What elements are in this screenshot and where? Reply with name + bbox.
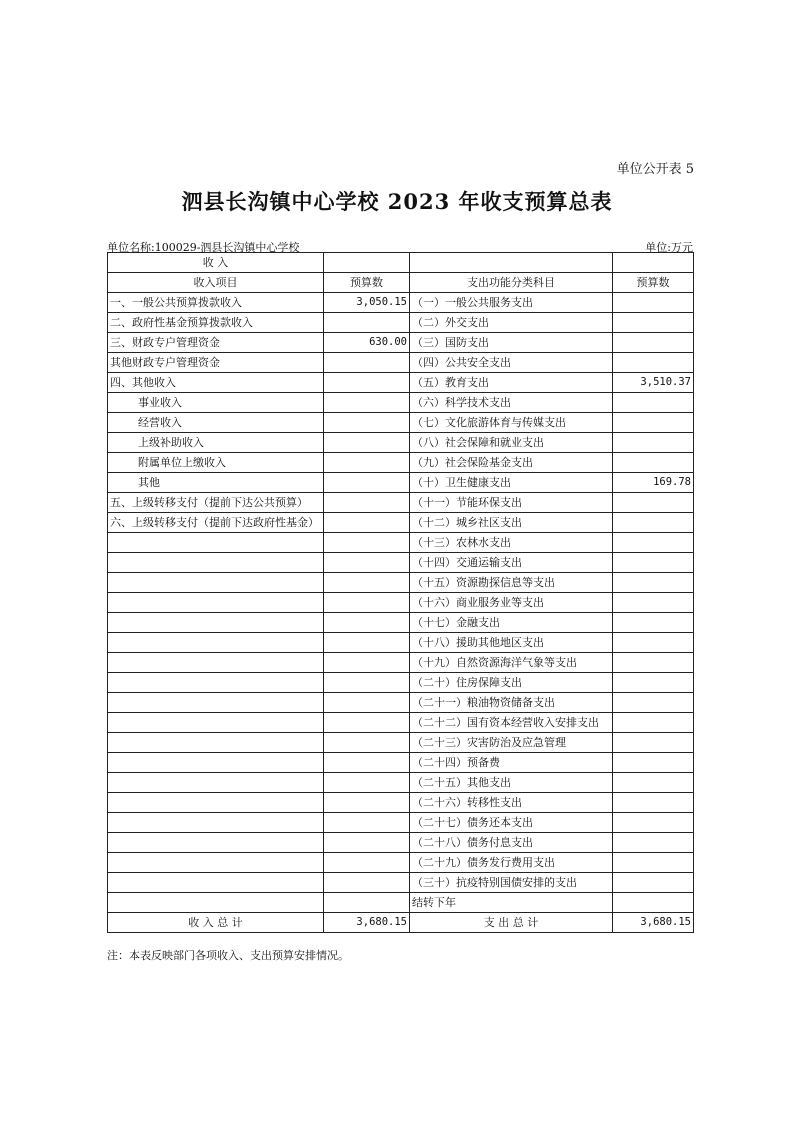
income-item-cell: 附属单位上缴收入 (108, 453, 324, 473)
table-row (108, 733, 694, 753)
income-amount-cell (324, 353, 410, 373)
income-amount-cell (324, 633, 410, 653)
expense-amount-cell (613, 813, 694, 833)
income-item-cell: 五、上级转移支付（提前下达公共预算） (108, 493, 324, 513)
unit-measure: 单位:万元 (645, 241, 693, 254)
header-row (108, 273, 694, 293)
table-row (108, 373, 694, 393)
expense-item-cell: （二十五）其他支出 (410, 773, 613, 793)
table-row (108, 633, 694, 653)
income-amount-cell: 3,050.15 (324, 293, 410, 313)
income-amount-cell (324, 733, 410, 753)
income-amount-cell (324, 813, 410, 833)
income-item-cell (108, 833, 324, 853)
expense-amount-cell (613, 613, 694, 633)
income-amount-cell (324, 553, 410, 573)
expense-amount-cell (613, 713, 694, 733)
document-tag: 单位公开表 5 (616, 162, 694, 177)
expense-item-cell: （六）科学技术支出 (410, 393, 613, 413)
table-row (108, 473, 694, 493)
table-row (108, 793, 694, 813)
income-item-cell (108, 893, 324, 913)
income-total-label: 收 入 总 计 (108, 913, 324, 933)
expense-amount-cell (613, 653, 694, 673)
table-row (108, 613, 694, 633)
income-amount-cell (324, 713, 410, 733)
expense-item-cell: （十五）资源勘探信息等支出 (410, 573, 613, 593)
expense-amount-cell (613, 533, 694, 553)
table-row (108, 333, 694, 353)
table-row (108, 553, 694, 573)
income-item-cell: 二、政府性基金预算拨款收入 (108, 313, 324, 333)
expense-amount-cell (613, 753, 694, 773)
income-amount-cell (324, 513, 410, 533)
table-row (108, 393, 694, 413)
income-item-cell (108, 813, 324, 833)
income-amount-cell (324, 393, 410, 413)
expense-item-cell: （二十二）国有资本经营收入安排支出 (410, 713, 613, 733)
table-row (108, 773, 694, 793)
expense-amount-cell (613, 833, 694, 853)
income-item-cell (108, 713, 324, 733)
income-item-cell (108, 613, 324, 633)
expense-amount-cell: 3,510.37 (613, 373, 694, 393)
income-item-cell (108, 753, 324, 773)
expense-amount-cell (613, 633, 694, 653)
unit-name: 单位名称:100029-泗县长沟镇中心学校 (107, 241, 300, 254)
expense-item-cell: （十八）援助其他地区支出 (410, 633, 613, 653)
expense-item-cell: （十六）商业服务业等支出 (410, 593, 613, 613)
expense-item-cell: （八）社会保障和就业支出 (410, 433, 613, 453)
table-row (108, 813, 694, 833)
income-item-cell: 上级补助收入 (108, 433, 324, 453)
expense-item-cell: （二十七）债务还本支出 (410, 813, 613, 833)
income-total-amount: 3,680.15 (324, 913, 410, 933)
income-item-cell (108, 733, 324, 753)
table-row (108, 293, 694, 313)
expense-amount-cell (613, 873, 694, 893)
income-amount-cell (324, 493, 410, 513)
expense-amount-cell (613, 433, 694, 453)
income-amount-header: 预算数 (324, 273, 410, 293)
income-amount-cell (324, 473, 410, 493)
expense-amount-cell (613, 693, 694, 713)
income-amount-cell (324, 613, 410, 633)
table-row (108, 893, 694, 913)
expense-amount-cell (613, 573, 694, 593)
income-amount-cell (324, 533, 410, 553)
expense-amount-cell (613, 353, 694, 373)
page-title: 泗县长沟镇中心学校 2023 年收支预算总表 (181, 189, 613, 214)
expense-item-cell: （五）教育支出 (410, 373, 613, 393)
income-item-cell (108, 653, 324, 673)
expense-item-cell: （二）外交支出 (410, 313, 613, 333)
expense-amount-cell (613, 793, 694, 813)
expense-item-cell: （十三）农林水支出 (410, 533, 613, 553)
expense-item-cell: （十一）节能环保支出 (410, 493, 613, 513)
table-row (108, 353, 694, 373)
income-item-cell (108, 593, 324, 613)
table-row (108, 693, 694, 713)
income-item-cell: 六、上级转移支付（提前下达政府性基金） (108, 513, 324, 533)
income-amount-cell (324, 653, 410, 673)
expense-amount-cell (613, 593, 694, 613)
expense-item-header: 支出功能分类科目 (410, 273, 613, 293)
expense-item-cell: （二十六）转移性支出 (410, 793, 613, 813)
expense-item-cell: （十九）自然资源海洋气象等支出 (410, 653, 613, 673)
income-item-cell: 三、财政专户管理资金 (108, 333, 324, 353)
table-row (108, 313, 694, 333)
expense-amount-header: 预算数 (613, 273, 694, 293)
income-amount-cell (324, 373, 410, 393)
expense-item-cell: （三）国防支出 (410, 333, 613, 353)
expense-item-cell: （二十八）债务付息支出 (410, 833, 613, 853)
income-amount-cell (324, 833, 410, 853)
income-amount-cell (324, 693, 410, 713)
expense-amount-cell (613, 773, 694, 793)
expense-item-cell: （七）文化旅游体育与传媒支出 (410, 413, 613, 433)
table-row (108, 513, 694, 533)
table-row (108, 753, 694, 773)
expense-amount-cell (613, 453, 694, 473)
expense-amount-cell (613, 893, 694, 913)
table-row (108, 833, 694, 853)
expense-amount-cell (613, 293, 694, 313)
income-item-cell: 经营收入 (108, 413, 324, 433)
income-item-cell (108, 553, 324, 573)
income-item-cell (108, 673, 324, 693)
expense-item-cell: （十二）城乡社区支出 (410, 513, 613, 533)
header-group-row (108, 253, 694, 273)
income-amount-cell (324, 413, 410, 433)
income-group-header: 收 入 (108, 253, 324, 273)
expense-amount-cell: 169.78 (613, 473, 694, 493)
expense-item-cell: （三十）抗疫特别国债安排的支出 (410, 873, 613, 893)
expense-item-cell: （十七）金融支出 (410, 613, 613, 633)
expense-amount-cell (613, 393, 694, 413)
expense-amount-cell (613, 673, 694, 693)
expense-amount-cell (613, 733, 694, 753)
income-amount-cell (324, 773, 410, 793)
income-item-cell (108, 633, 324, 653)
expense-item-cell: （二十一）粮油物资储备支出 (410, 693, 613, 713)
table-row (108, 573, 694, 593)
income-amount-cell (324, 873, 410, 893)
expense-amount-cell (613, 513, 694, 533)
totals-row (108, 913, 694, 933)
expense-amount-cell (613, 413, 694, 433)
income-item-cell (108, 773, 324, 793)
expense-item-cell: （九）社会保险基金支出 (410, 453, 613, 473)
income-amount-cell (324, 853, 410, 873)
expense-item-cell: （十）卫生健康支出 (410, 473, 613, 493)
income-amount-cell: 630.00 (324, 333, 410, 353)
income-amount-cell (324, 313, 410, 333)
income-amount-cell (324, 753, 410, 773)
expense-amount-cell (613, 333, 694, 353)
expense-item-cell: （二十九）债务发行费用支出 (410, 853, 613, 873)
expense-item-cell: 结转下年 (410, 893, 613, 913)
table-row (108, 673, 694, 693)
income-item-cell (108, 533, 324, 553)
income-item-cell (108, 573, 324, 593)
income-item-cell: 一、一般公共预算拨款收入 (108, 293, 324, 313)
expense-amount-cell (613, 553, 694, 573)
table-row (108, 873, 694, 893)
table-row (108, 413, 694, 433)
table-row (108, 853, 694, 873)
expense-amount-cell (613, 493, 694, 513)
table-row (108, 493, 694, 513)
income-item-cell: 其他财政专户管理资金 (108, 353, 324, 373)
income-item-cell (108, 793, 324, 813)
income-amount-cell (324, 593, 410, 613)
expense-item-cell: （四）公共安全支出 (410, 353, 613, 373)
table-row (108, 433, 694, 453)
income-amount-cell (324, 573, 410, 593)
expense-item-cell: （二十四）预备费 (410, 753, 613, 773)
expense-item-cell: （十四）交通运输支出 (410, 553, 613, 573)
expense-item-cell: （一）一般公共服务支出 (410, 293, 613, 313)
table-row (108, 533, 694, 553)
table-row (108, 713, 694, 733)
income-item-cell (108, 693, 324, 713)
expense-item-cell: （二十三）灾害防治及应急管理 (410, 733, 613, 753)
income-amount-cell (324, 673, 410, 693)
expense-amount-cell (613, 853, 694, 873)
expense-total-amount: 3,680.15 (613, 913, 694, 933)
income-item-cell: 四、其他收入 (108, 373, 324, 393)
income-item-cell (108, 853, 324, 873)
expense-amount-cell (613, 313, 694, 333)
table-row (108, 453, 694, 473)
income-item-cell (108, 873, 324, 893)
income-amount-cell (324, 793, 410, 813)
table-row (108, 653, 694, 673)
income-amount-cell (324, 893, 410, 913)
income-item-cell: 事业收入 (108, 393, 324, 413)
income-item-cell: 其他 (108, 473, 324, 493)
expense-total-label: 支 出 总 计 (410, 913, 613, 933)
table-row (108, 593, 694, 613)
income-item-header: 收入项目 (108, 273, 324, 293)
income-amount-cell (324, 433, 410, 453)
income-amount-cell (324, 453, 410, 473)
expense-item-cell: （二十）住房保障支出 (410, 673, 613, 693)
footnote: 注：本表反映部门各项收入、支出预算安排情况。 (107, 949, 349, 962)
budget-summary-table (107, 252, 694, 933)
